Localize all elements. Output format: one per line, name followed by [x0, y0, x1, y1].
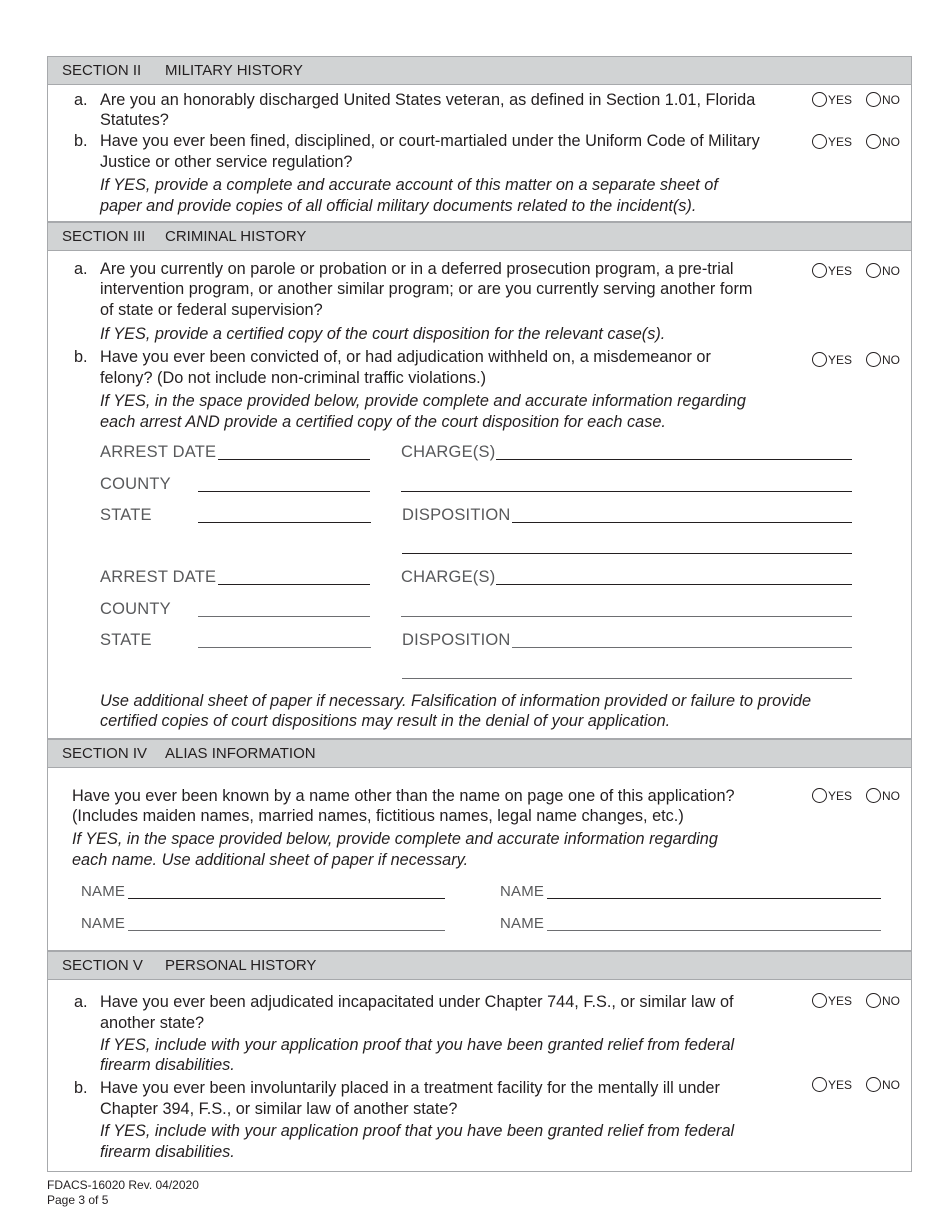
radio-button[interactable]	[812, 1077, 827, 1092]
charges-field-continued[interactable]	[401, 491, 852, 492]
no-option[interactable]	[866, 263, 900, 278]
name-label: NAME	[81, 883, 126, 900]
arrest-date-label: ARREST DATE	[100, 568, 217, 586]
yes-label: YES	[828, 993, 853, 1008]
section-number: SECTION IV	[62, 745, 148, 762]
page-number: Page 3 of 5	[47, 1193, 109, 1207]
section-title: PERSONAL HISTORY	[165, 957, 317, 974]
radio-button[interactable]	[812, 263, 827, 278]
radio-button[interactable]	[812, 352, 827, 367]
charges-field-continued[interactable]	[401, 616, 852, 617]
instruction-text: If YES, in the space provided below, provide complete and accurate information regarding	[72, 830, 718, 848]
yes-option[interactable]	[812, 1077, 852, 1092]
radio-button[interactable]	[866, 263, 881, 278]
section-title: CRIMINAL HISTORY	[165, 228, 307, 245]
arrest-date-field[interactable]	[218, 584, 370, 585]
no-label: NO	[882, 788, 900, 803]
instruction-text: If YES, provide a certified copy of the court disposition for the relevant case(s).	[100, 325, 666, 343]
question-letter: a.	[74, 91, 88, 109]
yes-option[interactable]	[812, 352, 852, 367]
section-number: SECTION II	[62, 62, 142, 79]
instruction-text: certified copies of court dispositions may result in the denial of your application.	[100, 712, 671, 730]
disposition-field[interactable]	[512, 647, 852, 648]
yes-label: YES	[828, 788, 853, 803]
yes-label: YES	[828, 134, 853, 149]
radio-button[interactable]	[866, 993, 881, 1008]
section-iii-header	[47, 222, 912, 251]
radio-button[interactable]	[866, 352, 881, 367]
question-text: felony? (Do not include non-criminal traffic violations.)	[100, 369, 487, 387]
disposition-field-continued[interactable]	[402, 678, 852, 679]
question-text: Have you ever been involuntarily placed in a treatment facility for the mentally ill under	[100, 1079, 720, 1097]
no-option[interactable]	[866, 92, 900, 107]
radio-button[interactable]	[812, 134, 827, 149]
question-text: of state or federal supervision?	[100, 301, 323, 319]
charges-label: CHARGE(S)	[401, 443, 496, 461]
state-label: STATE	[100, 506, 152, 524]
disposition-label: DISPOSITION	[402, 631, 511, 649]
question-text: Have you ever been convicted of, or had adjudication withheld on, a misdemeanor or	[100, 348, 711, 366]
instruction-text: If YES, in the space provided below, provide complete and accurate information regarding	[100, 392, 746, 410]
no-option[interactable]	[866, 1077, 900, 1092]
radio-button[interactable]	[866, 1077, 881, 1092]
state-label: STATE	[100, 631, 152, 649]
alias-name-field[interactable]	[547, 930, 881, 931]
question-text: Have you ever been known by a name other than the name on page one of this application?	[72, 787, 735, 805]
no-label: NO	[882, 263, 900, 278]
question-letter: b.	[74, 348, 88, 366]
arrest-date-field[interactable]	[218, 459, 370, 460]
yes-option[interactable]	[812, 263, 852, 278]
no-label: NO	[882, 993, 900, 1008]
charges-field[interactable]	[496, 584, 852, 585]
section-v-header	[47, 951, 912, 980]
charges-label: CHARGE(S)	[401, 568, 496, 586]
county-label: COUNTY	[100, 600, 171, 618]
disposition-field[interactable]	[512, 522, 852, 523]
form-id: FDACS-16020 Rev. 04/2020	[47, 1178, 199, 1192]
question-letter: a.	[74, 993, 88, 1011]
yes-label: YES	[828, 92, 853, 107]
instruction-text: firearm disabilities.	[100, 1143, 235, 1161]
yes-label: YES	[828, 352, 853, 367]
radio-button[interactable]	[812, 993, 827, 1008]
county-label: COUNTY	[100, 475, 171, 493]
yes-option[interactable]	[812, 993, 852, 1008]
no-label: NO	[882, 352, 900, 367]
question-text: Are you an honorably discharged United States veteran, as defined in Section 1.01, Florida	[100, 91, 756, 109]
section-ii-header	[47, 56, 912, 85]
no-label: NO	[882, 92, 900, 107]
name-label: NAME	[81, 915, 126, 932]
yes-option[interactable]	[812, 134, 852, 149]
question-text: Are you currently on parole or probation or in a deferred prosecution program, a pre-trial	[100, 260, 734, 278]
question-text: (Includes maiden names, married names, fictitious names, legal name changes, etc.)	[72, 807, 684, 825]
name-label: NAME	[500, 883, 545, 900]
radio-button[interactable]	[812, 92, 827, 107]
county-field[interactable]	[198, 491, 370, 492]
alias-name-field[interactable]	[547, 898, 881, 899]
question-text: Chapter 394, F.S., or similar law of another state?	[100, 1100, 458, 1118]
radio-button[interactable]	[866, 134, 881, 149]
radio-button[interactable]	[812, 788, 827, 803]
question-text: Statutes?	[100, 111, 169, 129]
instruction-text: each name. Use additional sheet of paper if necessary.	[72, 851, 469, 869]
state-field[interactable]	[198, 647, 371, 648]
yes-option[interactable]	[812, 788, 852, 803]
question-text: Justice or other service regulation?	[100, 153, 353, 171]
section-title: ALIAS INFORMATION	[165, 745, 316, 762]
disposition-field-continued[interactable]	[402, 553, 852, 554]
section-number: SECTION III	[62, 228, 146, 245]
question-text: another state?	[100, 1014, 205, 1032]
arrest-date-label: ARREST DATE	[100, 443, 217, 461]
yes-label: YES	[828, 263, 853, 278]
question-text: Have you ever been fined, disciplined, or court-martialed under the Uniform Code of Military	[100, 132, 760, 150]
no-label: NO	[882, 1077, 900, 1092]
no-option[interactable]	[866, 788, 900, 803]
no-label: NO	[882, 134, 900, 149]
instruction-text: If YES, include with your application proof that you have been granted relief from federal	[100, 1122, 735, 1140]
instruction-text: If YES, include with your application proof that you have been granted relief from federal	[100, 1036, 735, 1054]
question-text: intervention program, or another similar program; or are you currently serving another form	[100, 280, 753, 298]
instruction-text: paper and provide copies of all official military documents related to the incident(s).	[100, 197, 697, 215]
alias-name-field[interactable]	[128, 930, 445, 931]
question-letter: b.	[74, 1079, 88, 1097]
section-title: MILITARY HISTORY	[165, 62, 303, 79]
instruction-text: each arrest AND provide a certified copy of the court disposition for each case.	[100, 413, 666, 431]
section-iv-header	[47, 739, 912, 768]
charges-field[interactable]	[496, 459, 852, 460]
no-option[interactable]	[866, 993, 900, 1008]
radio-button[interactable]	[866, 92, 881, 107]
alias-name-field[interactable]	[128, 898, 445, 899]
yes-option[interactable]	[812, 92, 852, 107]
radio-button[interactable]	[866, 788, 881, 803]
instruction-text: firearm disabilities.	[100, 1056, 235, 1074]
county-field[interactable]	[198, 616, 370, 617]
question-letter: a.	[74, 260, 88, 278]
disposition-label: DISPOSITION	[402, 506, 511, 524]
question-letter: b.	[74, 132, 88, 150]
name-label: NAME	[500, 915, 545, 932]
instruction-text: If YES, provide a complete and accurate account of this matter on a separate sheet of	[100, 176, 718, 194]
no-option[interactable]	[866, 352, 900, 367]
yes-label: YES	[828, 1077, 853, 1092]
section-number: SECTION V	[62, 957, 143, 974]
instruction-text: Use additional sheet of paper if necessary. Falsification of information provided or failure to provide	[100, 692, 812, 710]
question-text: Have you ever been adjudicated incapacitated under Chapter 744, F.S., or similar law of	[100, 993, 734, 1011]
no-option[interactable]	[866, 134, 900, 149]
state-field[interactable]	[198, 522, 371, 523]
